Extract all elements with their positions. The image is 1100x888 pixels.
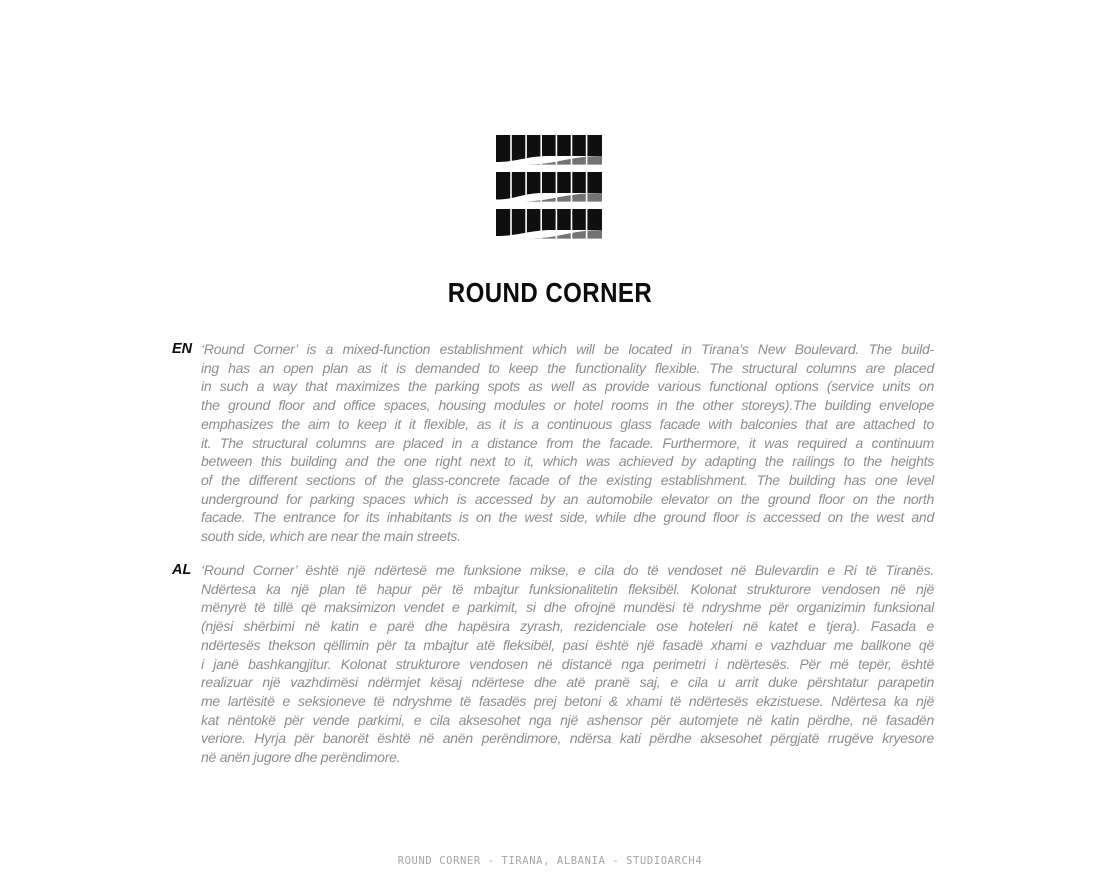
paragraph-line: kat nëntokë për vende parkimi, e cila aksesohet nga një ashensor për automjete në katin përdhe, në fasadën [201, 711, 934, 728]
logo-band-icon [496, 135, 602, 165]
logo-band-icon [496, 172, 602, 202]
lang-label-al: AL [172, 562, 192, 578]
paragraph-line: ing has an open plan as it is demanded to keep the functionality flexible. The structural columns are placed [201, 359, 934, 376]
logo-band-icon [496, 209, 602, 239]
paragraph-al [201, 561, 934, 767]
round-corner-logo [496, 135, 602, 246]
footer-credit: ROUND CORNER - TIRANA, ALBANIA - STUDIOARCH4 [397, 855, 703, 867]
paragraph-line: ‘Round Corner’ is a mixed-function establishment which will be located in Tirana’s New Boulevard. The build- [201, 341, 934, 357]
section-en [172, 340, 934, 546]
paragraph-line: it. The structural columns are placed in a distance from the facade. Furthermore, it was required a continuum [201, 434, 934, 451]
paragraph-line: of the different sections of the glass-concrete facade of the existing establishment. The building has one level [201, 471, 934, 488]
paragraph-line: ndërtesës thekson qëllimin për ta mbajtur atë fleksibël, pasi është një fasadë xhami e vazhduar me ballkone që [201, 636, 934, 653]
paragraph-line: me lartësitë e seksioneve të ndryshme të fasadës prej betoni & xhami të ndërtesës ekzistuese. Ndërtesa ka një [201, 692, 934, 709]
paragraph-line: veriore. Hyrja për banorët është në anën perëndimore, ndërsa kati përdhe aksesohet përgjatë rrugëve kryesore [201, 730, 934, 747]
paragraph-line: Ndërtesa ka një plan të hapur për të mbajtur funksionalitetin fleksibël. Kolonat strukturore vendosen në një [201, 580, 934, 597]
paragraph-line: i janë bashkangjitur. Kolonat strukturore vendosen në distancë nga perimetri i ndërtesës. Për më tepër, është [201, 655, 934, 672]
section-al [172, 561, 934, 767]
paragraph-line: south side, which are near the main streets. [201, 528, 461, 545]
paragraph-line: the ground floor and office spaces, housing modules or hotel rooms in the other storeys).The building envelope [201, 397, 934, 414]
paragraph-line: emphasizes the aim to keep it it flexible, as it is a continuous glass facade with balconies that are attached to [201, 415, 934, 432]
lang-label-en: EN [172, 341, 193, 357]
paragraph-en [201, 340, 934, 546]
paragraph-line: facade. The entrance for its inhabitants is on the west side, while dhe ground floor is accessed on the west and [201, 509, 934, 526]
paragraph-line: in such a way that maximizes the parking spots as well as provide various functional options (service units on [201, 378, 934, 395]
paragraph-line: ‘Round Corner’ është një ndërtesë me funksione mikse, e cila do të vendoset në Bulevardin e Ri të Tiranës. [201, 562, 934, 578]
paragraph-line: mënyrë të tillë që maksimizon vendet e parkimit, si dhe ofrojnë mundësi të ndryshme për organizimin funksional [201, 599, 934, 616]
page-title: ROUND CORNER [447, 277, 653, 308]
paragraph-line: (njësi shërbimi në katin e parë dhe hapësira zyrash, rezidenciale ose hoteleri në katet e tjera). Fasada e [201, 618, 934, 635]
paragraph-line: underground for parking spaces which is accessed by an automobile elevator on the ground floor on the north [201, 490, 934, 507]
paragraph-line: between this building and the one right next to it, which was achieved by adapting the railings to the heights [201, 453, 934, 470]
paragraph-line: realizuar një vazhdimësi ndërmjet kësaj ndërtese dhe atë pranë saj, e cila u arrit duke përshtatur parapetin [201, 674, 934, 691]
paragraph-line: në anën jugore dhe perëndimore. [201, 749, 401, 766]
